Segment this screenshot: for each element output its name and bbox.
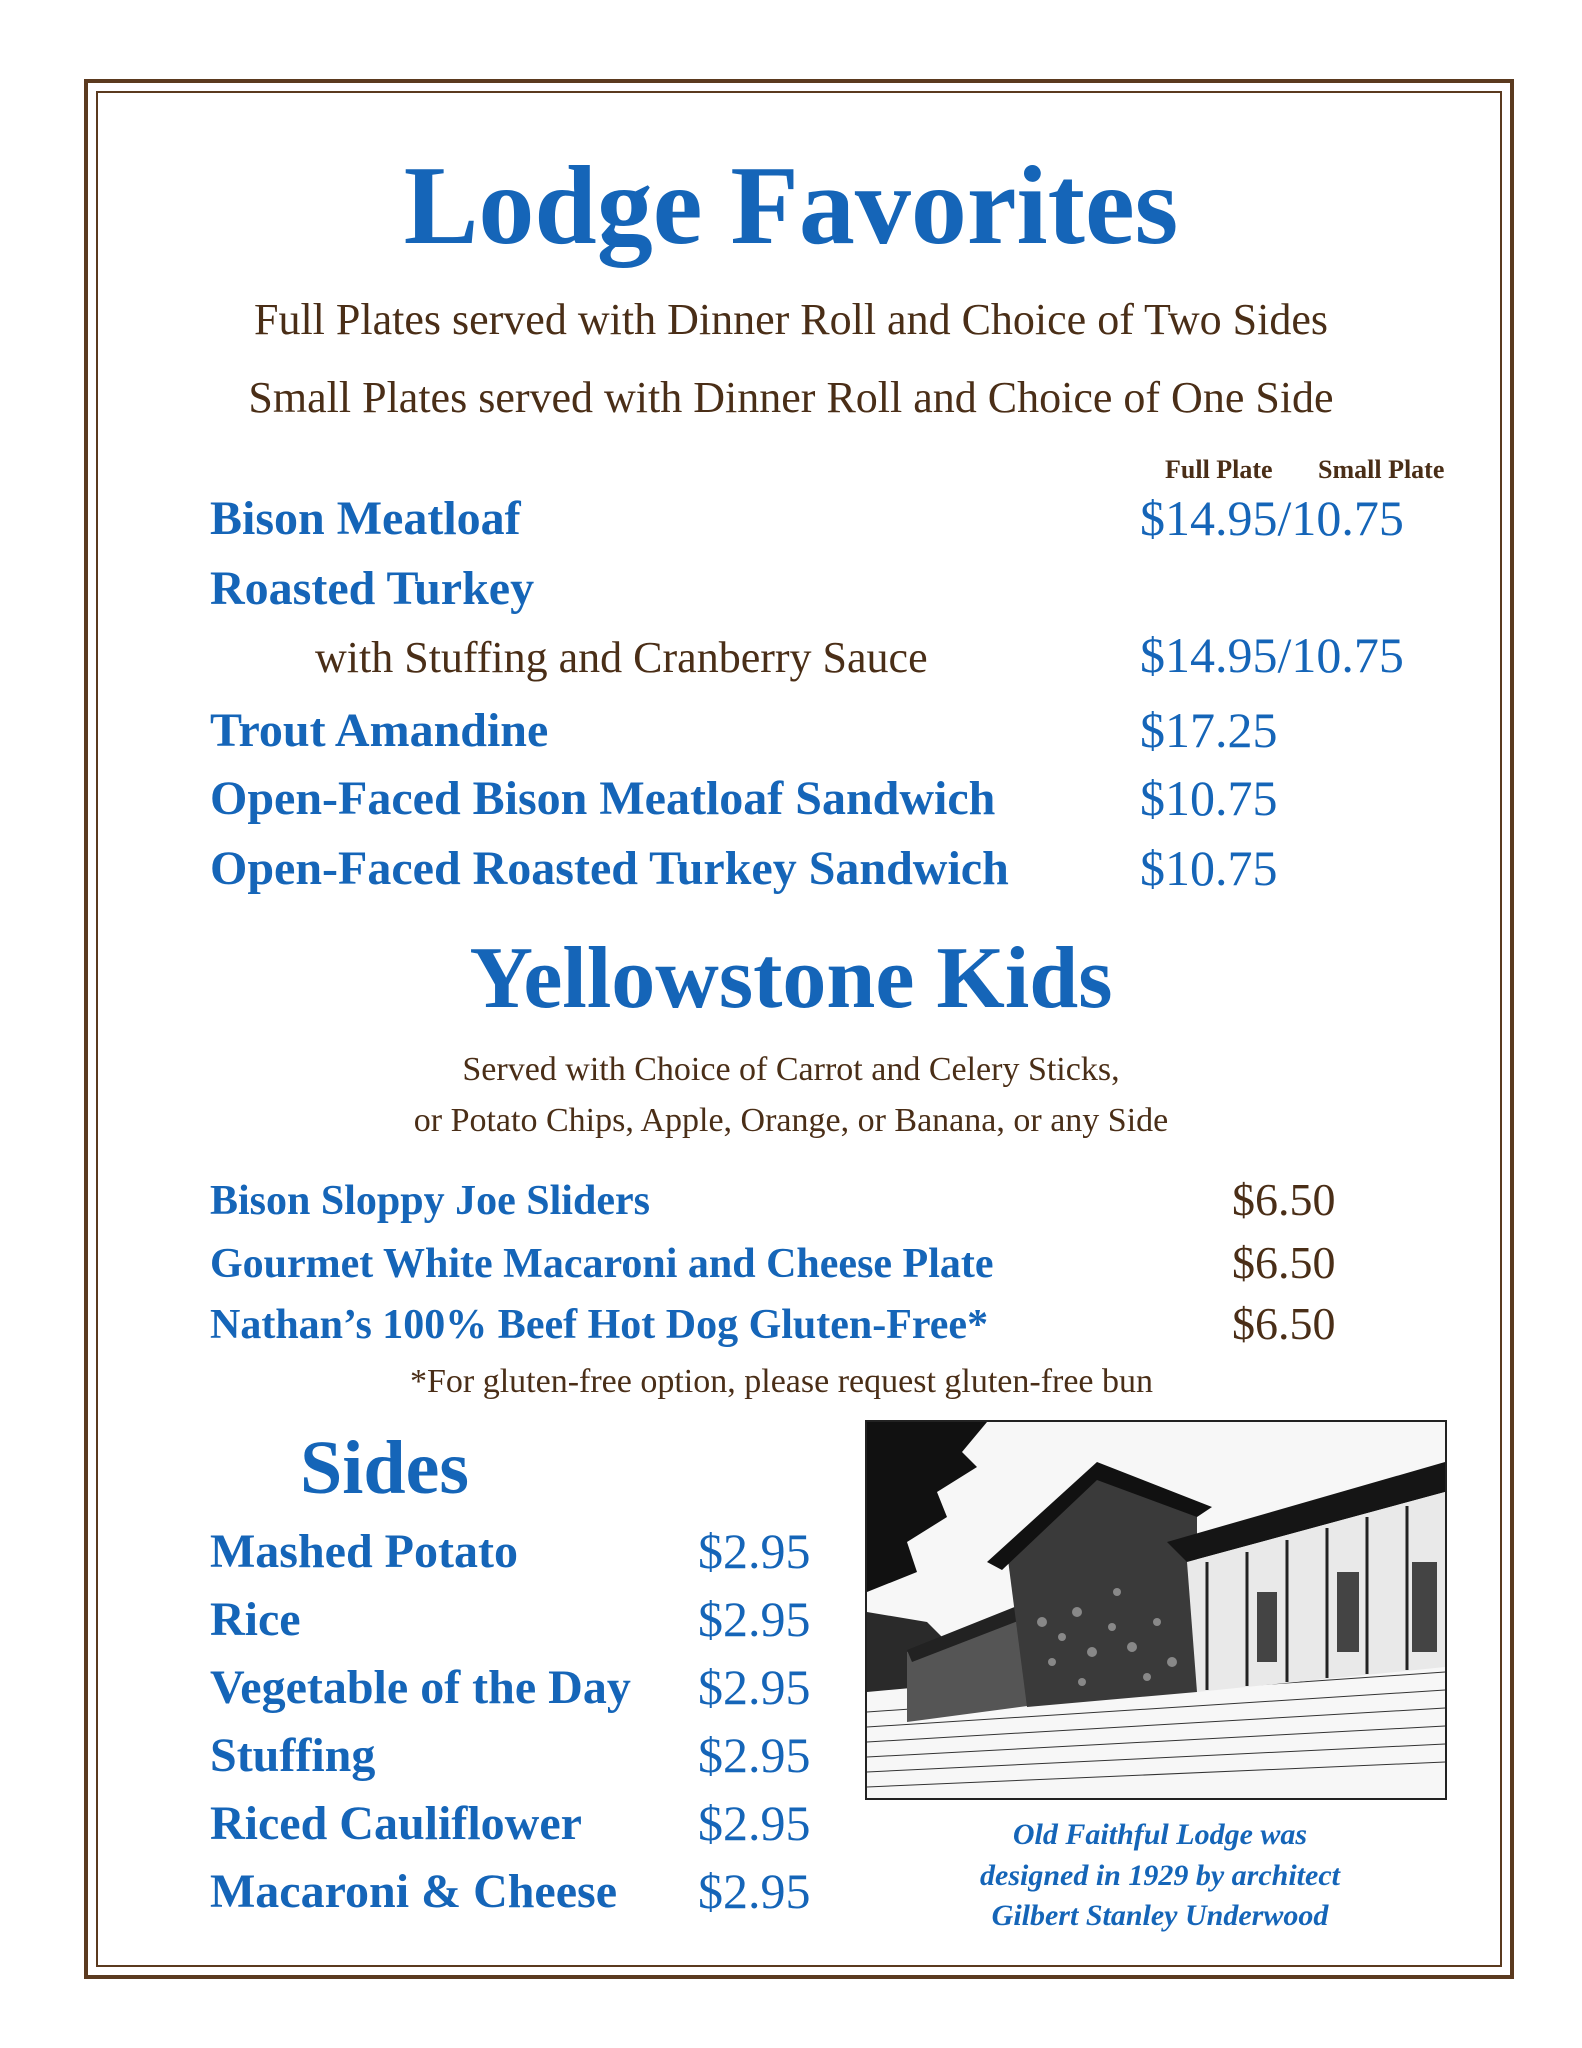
side-item-name: Mashed Potato bbox=[210, 1525, 518, 1578]
side-item-name: Riced Cauliflower bbox=[210, 1797, 582, 1850]
menu-item-name: Bison Meatloaf bbox=[210, 492, 521, 545]
column-header-full-plate: Full Plate bbox=[1165, 455, 1273, 484]
small-plate-note: Small Plates served with Dinner Roll and Choice of One Side bbox=[248, 373, 1334, 422]
kids-item-price: $6.50 bbox=[1232, 1298, 1336, 1349]
menu-item-price: $14.95/10.75 bbox=[1140, 627, 1404, 683]
kids-item-price: $6.50 bbox=[1232, 1174, 1336, 1225]
caption-line: designed in 1929 by architect bbox=[980, 1858, 1340, 1892]
side-item-name: Vegetable of the Day bbox=[210, 1661, 631, 1714]
illustration-caption bbox=[900, 1815, 1420, 1937]
column-header-small-plate: Small Plate bbox=[1318, 455, 1445, 484]
gluten-free-footnote: *For gluten-free option, please request gluten-free bun bbox=[410, 1363, 1154, 1400]
side-item-name: Rice bbox=[210, 1593, 301, 1646]
side-item-name: Macaroni & Cheese bbox=[210, 1865, 618, 1918]
side-item-price: $2.95 bbox=[698, 1659, 811, 1715]
kids-item-name: Bison Sloppy Joe Sliders bbox=[210, 1178, 650, 1224]
menu-item-name: Trout Amandine bbox=[210, 704, 549, 757]
menu-item-price: $14.95/10.75 bbox=[1140, 490, 1404, 546]
caption-line: Old Faithful Lodge was bbox=[1012, 1818, 1308, 1851]
kids-note-line: Served with Choice of Carrot and Celery Sticks, bbox=[462, 1051, 1120, 1088]
lodge-illustration bbox=[865, 1420, 1447, 1800]
caption-line: Gilbert Stanley Underwood bbox=[991, 1899, 1329, 1932]
menu-item-price: $17.25 bbox=[1140, 702, 1278, 758]
kids-note-line: or Potato Chips, Apple, Orange, or Banana, or any Side bbox=[413, 1102, 1169, 1139]
side-item-price: $2.95 bbox=[698, 1795, 811, 1851]
side-item-price: $2.95 bbox=[698, 1591, 811, 1647]
kids-item-name: Nathan’s 100% Beef Hot Dog Gluten-Free* bbox=[210, 1302, 989, 1348]
section-title-sides: Sides bbox=[300, 1426, 469, 1510]
side-item-price: $2.95 bbox=[698, 1863, 811, 1919]
full-plate-note: Full Plates served with Dinner Roll and Choice of Two Sides bbox=[253, 295, 1328, 344]
side-item-price: $2.95 bbox=[698, 1523, 811, 1579]
side-item-price: $2.95 bbox=[698, 1727, 811, 1783]
kids-item-price: $6.50 bbox=[1232, 1237, 1336, 1288]
section-title-kids: Yellowstone Kids bbox=[469, 930, 1113, 1027]
menu-item-detail: with Stuffing and Cranberry Sauce bbox=[315, 633, 928, 682]
side-item-name: Stuffing bbox=[210, 1729, 376, 1782]
menu-item-name: Open-Faced Roasted Turkey Sandwich bbox=[210, 842, 1009, 895]
menu-item-name: Roasted Turkey bbox=[210, 562, 535, 615]
menu-item-price: $10.75 bbox=[1140, 840, 1278, 896]
menu-item-price: $10.75 bbox=[1140, 770, 1278, 826]
kids-item-name: Gourmet White Macaroni and Cheese Plate bbox=[210, 1241, 994, 1287]
menu-item-name: Open-Faced Bison Meatloaf Sandwich bbox=[210, 772, 996, 825]
page-title: Lodge Favorites bbox=[403, 144, 1179, 268]
